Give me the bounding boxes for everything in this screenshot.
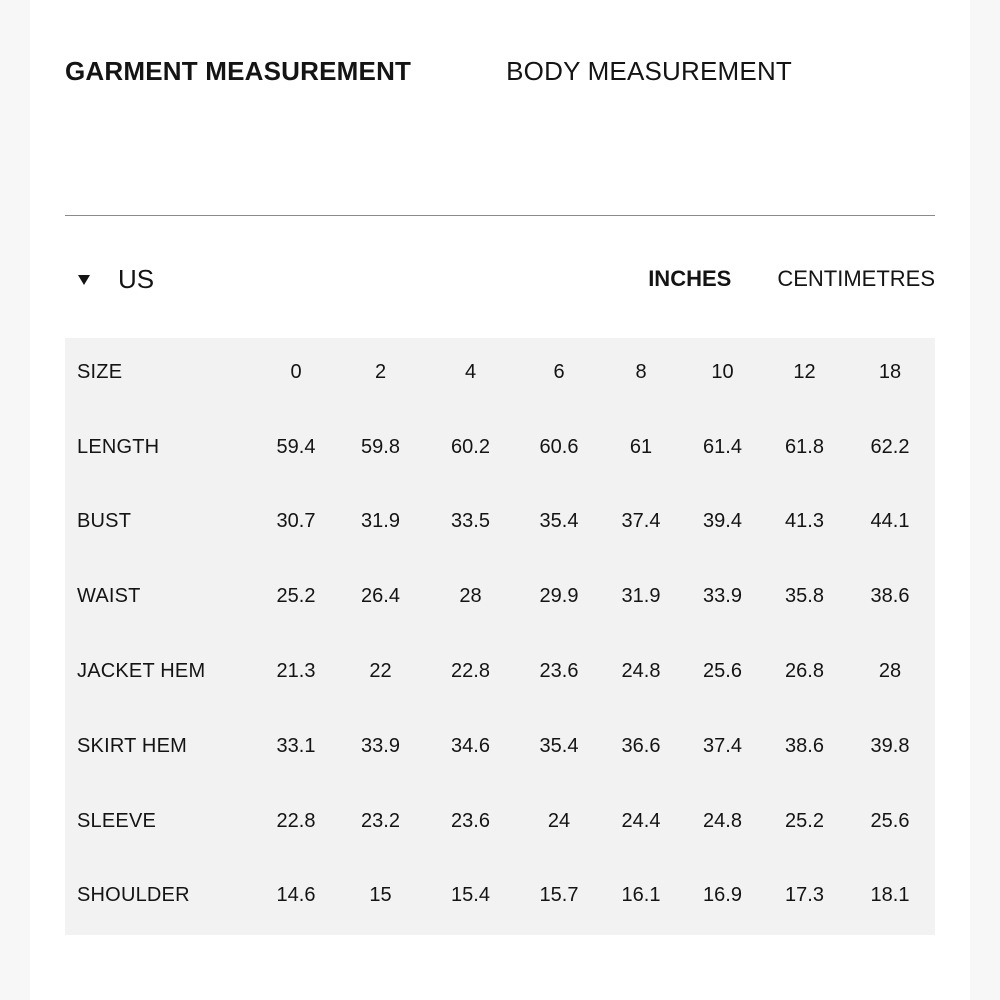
measurement-cell: 44.1 xyxy=(870,510,910,533)
tab-body-measurement[interactable]: BODY MEASUREMENT xyxy=(506,56,793,86)
measurement-cell: 28 xyxy=(878,660,902,683)
measurement-cell: 61.8 xyxy=(785,435,824,458)
measurement-cell: 31.9 xyxy=(361,510,400,533)
row-label: JACKET HEM xyxy=(77,660,206,683)
table-row xyxy=(65,485,935,560)
measurement-cell: 21.3 xyxy=(276,660,316,683)
measurement-cell: 14.6 xyxy=(276,884,316,907)
measurement-cell: 38.6 xyxy=(870,585,910,608)
unit-toggle xyxy=(648,266,935,292)
measurement-cell: 59.8 xyxy=(361,435,400,458)
measurement-cell: 61.4 xyxy=(703,435,742,458)
measurement-cell: 25.2 xyxy=(785,809,824,832)
measurement-cell: 34.6 xyxy=(451,734,490,757)
table-row xyxy=(65,559,935,634)
size-header-cell: 8 xyxy=(635,360,647,383)
measurement-cell: 25.6 xyxy=(703,660,742,683)
row-label: LENGTH xyxy=(77,435,160,458)
size-header-cell: 12 xyxy=(793,360,816,383)
measurement-cell: 22.8 xyxy=(451,660,490,683)
measurement-cell: 24.4 xyxy=(621,809,661,832)
measurement-cell: 35.4 xyxy=(539,510,579,533)
measurement-cell: 61 xyxy=(629,435,653,458)
measurement-cell: 28 xyxy=(459,585,482,608)
table-row xyxy=(65,634,935,709)
measurement-cell: 26.4 xyxy=(361,585,400,608)
row-label: SIZE xyxy=(77,360,123,383)
measurement-cell: 23.2 xyxy=(361,809,400,832)
measurement-cell: 16.1 xyxy=(621,884,661,907)
table-row xyxy=(65,410,935,485)
tabs-divider xyxy=(65,215,935,216)
table-header-row xyxy=(65,335,935,410)
measurement-cell: 59.4 xyxy=(276,435,316,458)
measurement-cell: 33.9 xyxy=(703,585,742,608)
size-header-cell: 18 xyxy=(878,360,902,383)
measurement-cell: 15.7 xyxy=(539,884,579,907)
measurement-cell: 22 xyxy=(369,660,392,683)
size-table-container xyxy=(65,338,935,935)
size-header-cell: 0 xyxy=(290,360,302,383)
measurement-cell: 29.9 xyxy=(539,585,579,608)
measurement-cell: 37.4 xyxy=(703,734,742,757)
measurement-cell: 36.6 xyxy=(621,734,661,757)
measurement-cell: 37.4 xyxy=(621,510,661,533)
table-row xyxy=(65,784,935,859)
measurement-cell: 23.6 xyxy=(539,660,579,683)
region-dropdown[interactable] xyxy=(75,264,154,295)
size-header-cell: 4 xyxy=(464,360,477,383)
table-row xyxy=(65,709,935,784)
measurement-cell: 25.6 xyxy=(870,809,910,832)
measurement-cell: 22.8 xyxy=(276,809,316,832)
measurement-cell: 30.7 xyxy=(276,510,316,533)
size-header-cell: 2 xyxy=(374,360,387,383)
size-header-cell: 10 xyxy=(711,360,734,383)
row-label: BUST xyxy=(77,510,132,533)
measurement-tabs xyxy=(65,56,792,87)
tab-garment-measurement[interactable]: GARMENT MEASUREMENT xyxy=(65,56,412,86)
measurement-cell: 35.8 xyxy=(785,585,824,608)
measurement-cell: 17.3 xyxy=(785,884,824,907)
measurement-cell: 33.9 xyxy=(361,734,400,757)
measurement-cell: 39.8 xyxy=(870,734,910,757)
measurement-cell: 31.9 xyxy=(621,585,661,608)
measurement-cell: 26.8 xyxy=(785,660,824,683)
measurement-cell: 18.1 xyxy=(870,884,910,907)
measurement-cell: 25.2 xyxy=(276,585,316,608)
measurement-cell: 24.8 xyxy=(621,660,661,683)
measurement-cell: 23.6 xyxy=(451,809,490,832)
row-label: SLEEVE xyxy=(77,809,157,832)
caret-down-icon xyxy=(78,275,90,285)
size-header-cell: 6 xyxy=(553,360,565,383)
measurement-cell: 15 xyxy=(369,884,392,907)
measurement-cell: 33.5 xyxy=(451,510,490,533)
row-label: SHOULDER xyxy=(77,884,190,907)
measurement-cell: 38.6 xyxy=(785,734,824,757)
table-row xyxy=(65,859,935,934)
measurement-cell: 35.4 xyxy=(539,734,579,757)
unit-inches-button[interactable]: INCHES xyxy=(648,266,732,291)
measurement-cell: 33.1 xyxy=(276,734,316,757)
region-selected-label: US xyxy=(118,264,155,294)
measurement-cell: 24.8 xyxy=(703,809,742,832)
measurement-cell: 24 xyxy=(547,809,571,832)
measurement-cell: 39.4 xyxy=(703,510,742,533)
measurement-cell: 16.9 xyxy=(703,884,742,907)
measurement-cell: 62.2 xyxy=(870,435,910,458)
row-label: SKIRT HEM xyxy=(77,734,187,757)
measurement-cell: 15.4 xyxy=(451,884,490,907)
unit-centimetres-button[interactable]: CENTIMETRES xyxy=(777,266,935,291)
measurement-cell: 60.6 xyxy=(539,435,579,458)
size-table xyxy=(65,335,935,933)
row-label: WAIST xyxy=(77,585,141,608)
measurement-cell: 60.2 xyxy=(451,435,490,458)
measurement-cell: 41.3 xyxy=(785,510,824,533)
